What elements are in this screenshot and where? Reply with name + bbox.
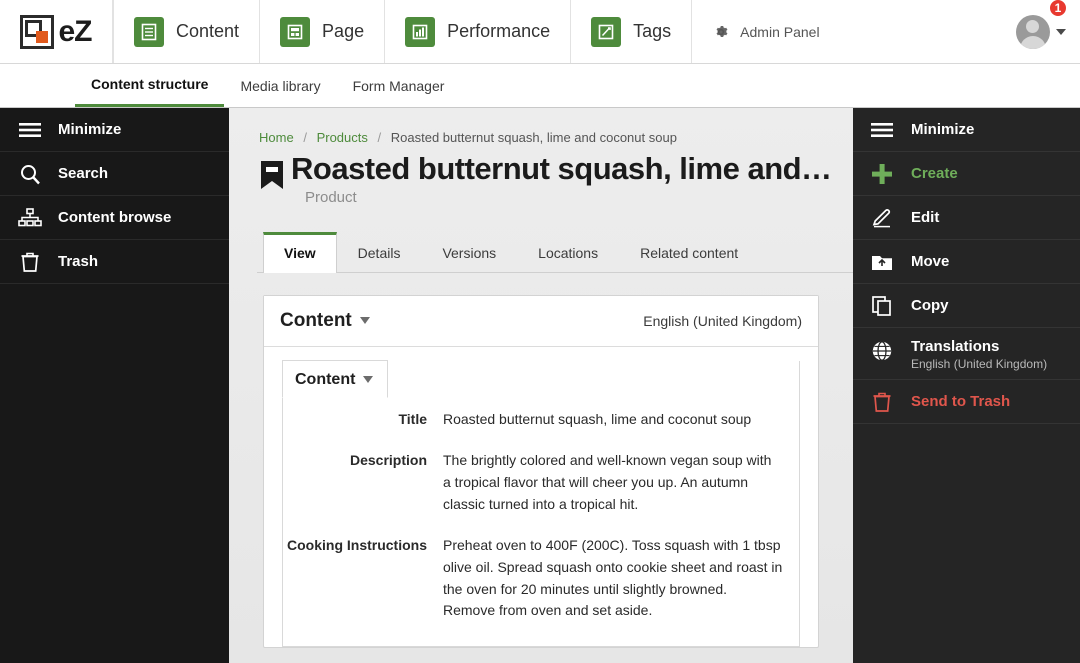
content-fields-panel-header[interactable] bbox=[282, 360, 388, 398]
breadcrumb-separator-2: / bbox=[377, 130, 382, 145]
page-subtitle: Product bbox=[305, 188, 357, 206]
nav-item-performance-label: Performance bbox=[447, 21, 551, 41]
breadcrumb-current: Roasted butternut squash, lime and coconut soup bbox=[390, 130, 677, 145]
sidebar-item-trash[interactable] bbox=[0, 240, 229, 284]
tab-locations-label: Locations bbox=[538, 244, 599, 261]
action-create-label: Create bbox=[911, 165, 958, 182]
content-panel-title-group[interactable] bbox=[280, 310, 370, 332]
tab-versions[interactable] bbox=[421, 232, 517, 273]
logo-cell[interactable] bbox=[0, 0, 113, 63]
tab-details[interactable] bbox=[337, 232, 422, 273]
performance-icon bbox=[405, 17, 435, 47]
action-translations-label: Translations bbox=[911, 338, 1000, 355]
breadcrumb-products[interactable]: Products bbox=[316, 130, 368, 145]
action-create[interactable] bbox=[853, 152, 1080, 196]
chevron-down-icon[interactable] bbox=[1056, 29, 1066, 35]
action-send-to-trash-label: Send to Trash bbox=[911, 393, 1011, 410]
action-copy[interactable] bbox=[853, 284, 1080, 328]
top-navigation-bar bbox=[0, 0, 1080, 64]
page-title: Roasted butternut squash, lime and… bbox=[291, 151, 832, 186]
trash-icon bbox=[18, 251, 42, 273]
field-label-description: Description bbox=[349, 452, 427, 469]
sidebar-item-minimize-label: Minimize bbox=[58, 121, 122, 138]
tags-icon bbox=[591, 17, 621, 47]
sidebar-item-search-label: Search bbox=[58, 165, 109, 182]
admin-panel-label: Admin Panel bbox=[740, 23, 820, 40]
content-browse-icon bbox=[18, 208, 42, 228]
action-copy-label: Copy bbox=[911, 297, 949, 314]
chevron-down-icon[interactable] bbox=[360, 317, 370, 324]
tab-content-structure[interactable] bbox=[75, 64, 224, 107]
pencil-icon bbox=[869, 207, 895, 229]
ez-logo[interactable] bbox=[20, 15, 91, 49]
copy-icon bbox=[869, 295, 895, 317]
field-label-cooking-instructions: Cooking Instructions bbox=[287, 537, 427, 554]
field-value-cooking-instructions: Preheat oven to 400F (200C). Toss squash with 1 tbsp olive oil. Spread squash onto cookie sheet and roast in the oven for 20 minutes until slightly browned. Remove from oven and set aside. bbox=[443, 537, 783, 619]
topbar-spacer bbox=[840, 0, 1016, 63]
sidebar-item-minimize[interactable] bbox=[0, 108, 229, 152]
content-panel-title: Content bbox=[280, 309, 352, 331]
field-value-title: Roasted butternut squash, lime and coconut soup bbox=[443, 410, 752, 427]
admin-panel-link[interactable] bbox=[692, 0, 839, 63]
right-sidebar bbox=[853, 108, 1080, 663]
chevron-down-icon[interactable] bbox=[363, 376, 373, 383]
tab-details-label: Details bbox=[357, 244, 401, 261]
sidebar-item-trash-label: Trash bbox=[58, 253, 99, 270]
left-sidebar bbox=[0, 108, 229, 663]
notification-badge[interactable]: 1 bbox=[1048, 0, 1068, 18]
action-translations[interactable] bbox=[853, 328, 1080, 380]
nav-item-content[interactable] bbox=[113, 0, 260, 63]
tab-related-content-label: Related content bbox=[640, 244, 739, 261]
nav-item-page[interactable] bbox=[260, 0, 385, 63]
trash-icon bbox=[869, 391, 895, 413]
search-icon bbox=[18, 163, 42, 185]
breadcrumb-home[interactable]: Home bbox=[259, 130, 294, 145]
breadcrumb-separator-1: / bbox=[303, 130, 307, 145]
action-edit[interactable] bbox=[853, 196, 1080, 240]
breadcrumb bbox=[229, 108, 853, 151]
nav-item-performance[interactable] bbox=[385, 0, 571, 63]
page-header-text bbox=[291, 151, 832, 206]
hamburger-icon bbox=[18, 122, 42, 138]
page-icon bbox=[280, 17, 310, 47]
hamburger-icon bbox=[869, 122, 895, 138]
page-header bbox=[229, 151, 853, 206]
tab-related-content[interactable] bbox=[619, 232, 759, 273]
tab-locations[interactable] bbox=[517, 232, 619, 273]
tab-media-library[interactable] bbox=[224, 64, 336, 107]
move-icon bbox=[869, 252, 895, 272]
product-icon bbox=[257, 159, 287, 193]
content-panel-language: English (United Kingdom) bbox=[643, 312, 802, 329]
nav-item-tags-label: Tags bbox=[633, 21, 672, 41]
sidebar-item-content-browse-label: Content browse bbox=[58, 209, 172, 226]
content-area-inner bbox=[229, 108, 853, 663]
content-tabs bbox=[257, 232, 853, 273]
sub-navigation-bar bbox=[0, 64, 1080, 108]
content-fields-panel-title: Content bbox=[295, 370, 356, 388]
content-fields-panel bbox=[282, 361, 800, 648]
action-translations-sublabel: English (United Kingdom) bbox=[911, 357, 1048, 371]
gear-icon bbox=[712, 23, 730, 41]
action-minimize[interactable] bbox=[853, 108, 1080, 152]
content-panel-header bbox=[264, 296, 818, 347]
tab-view-label: View bbox=[284, 244, 316, 261]
action-minimize-label: Minimize bbox=[911, 121, 975, 138]
content-area bbox=[229, 108, 853, 663]
avatar[interactable] bbox=[1016, 15, 1050, 49]
nav-item-page-label: Page bbox=[322, 21, 365, 41]
field-list bbox=[283, 399, 799, 647]
field-value-description: The brightly colored and well-known vegan soup with a tropical flavor that will cheer you up. An autumn classic turned into a tropical hit. bbox=[443, 452, 772, 512]
content-panel bbox=[263, 295, 819, 649]
action-move-label: Move bbox=[911, 253, 950, 270]
tab-form-manager-label: Form Manager bbox=[352, 77, 445, 94]
field-row bbox=[283, 403, 799, 445]
globe-icon bbox=[869, 336, 895, 362]
tab-view[interactable] bbox=[263, 232, 337, 273]
tab-media-library-label: Media library bbox=[240, 77, 321, 94]
field-row bbox=[283, 529, 799, 636]
nav-item-content-label: Content bbox=[176, 21, 240, 41]
content-icon bbox=[134, 17, 164, 47]
field-label-title: Title bbox=[398, 410, 427, 427]
action-edit-label: Edit bbox=[911, 209, 940, 226]
tab-form-manager[interactable] bbox=[337, 64, 461, 107]
action-translations-text bbox=[911, 336, 1047, 371]
tab-versions-label: Versions bbox=[442, 244, 497, 261]
ez-logo-text: eZ bbox=[58, 14, 92, 48]
field-row bbox=[283, 444, 799, 529]
tab-content-structure-label: Content structure bbox=[91, 76, 209, 92]
action-send-to-trash[interactable] bbox=[853, 380, 1080, 424]
action-move[interactable] bbox=[853, 240, 1080, 284]
sidebar-item-search[interactable] bbox=[0, 152, 229, 196]
plus-icon bbox=[869, 163, 895, 185]
ez-logo-mark-icon bbox=[20, 15, 54, 49]
sidebar-item-content-browse[interactable] bbox=[0, 196, 229, 240]
user-menu[interactable] bbox=[1016, 0, 1080, 63]
nav-item-tags[interactable] bbox=[571, 0, 692, 63]
main-body bbox=[0, 108, 1080, 663]
